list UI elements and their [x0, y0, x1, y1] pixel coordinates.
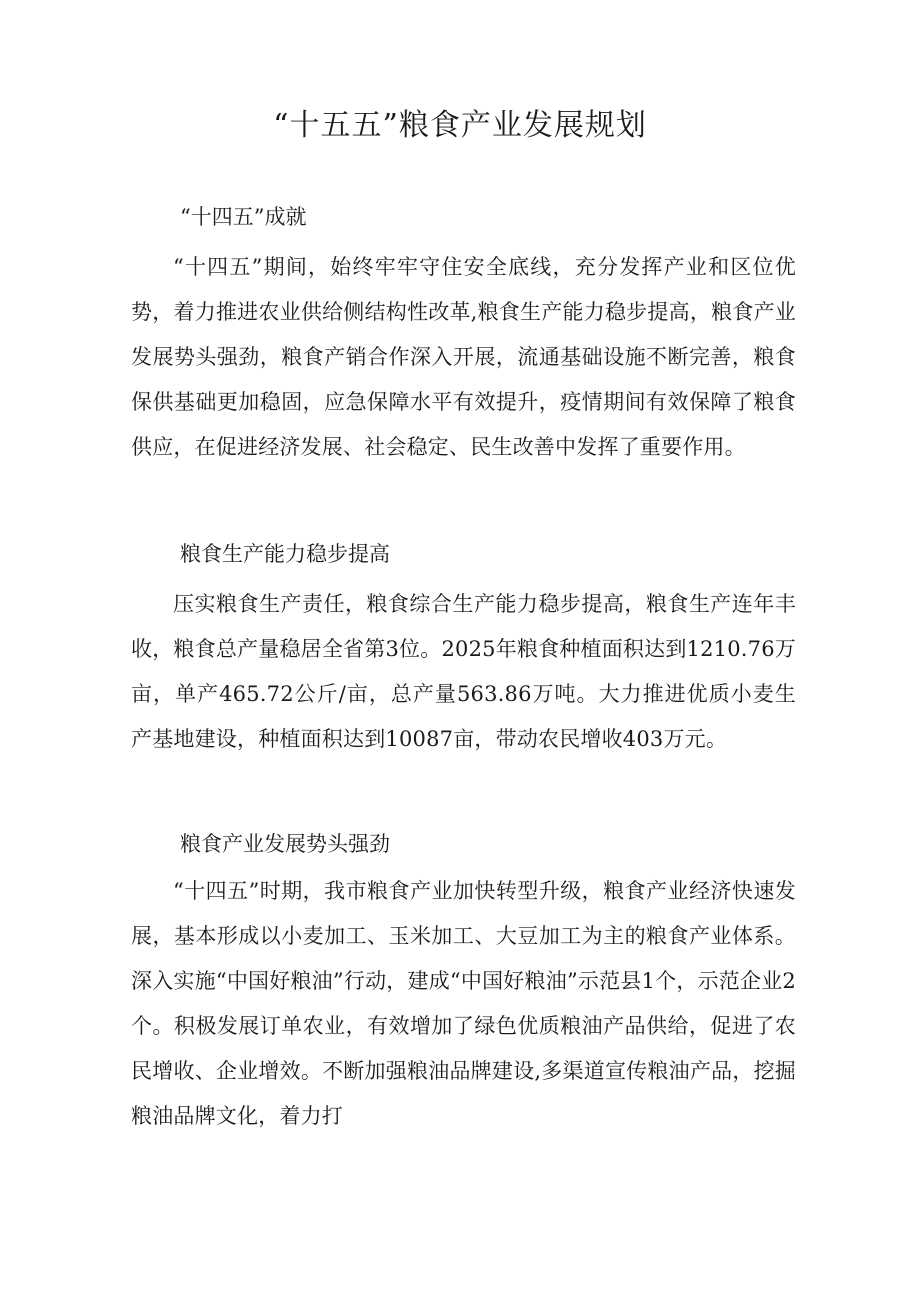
section-heading-production-capacity: 粮食生产能力稳步提高: [180, 542, 390, 566]
document-title: “十五五”粮食产业发展规划: [273, 108, 647, 143]
section-paragraph-achievements: “十四五”期间，始终牢牢守住安全底线，充分发挥产业和区位优势，着力推进农业供给侧结构性改革,粮食生产能力稳步提高，粮食产业发展势头强劲，粮食产销合作深入开展，流通基础设施不断完善，粮食保供基础更加稳固，应急保障水平有效提升，疫情期间有效保障了粮食供应，在促进经济发展、社会稳定、民生改善中发挥了重要作用。: [131, 255, 796, 459]
section-paragraph-industry-development: “十四五”时期，我市粮食产业加快转型升级，粮食产业经济快速发展，基本形成以小麦加工、玉米加工、大豆加工为主的粮食产业体系。深入实施“中国好粮油”行动，建成“中国好粮油”示范县1个，示范企业2个。积极发展订单农业，有效增加了绿色优质粮油产品供给，促进了农民增收、企业增效。不断加强粮油品牌建设,多渠道宣传粮油产品，挖掘粮油品牌文化，着力打: [131, 879, 796, 1128]
section-heading-industry-development: 粮食产业发展势头强劲: [180, 832, 390, 856]
section-paragraph-production-capacity: 压实粮食生产责任，粮食综合生产能力稳步提高，粮食生产连年丰收，粮食总产量稳居全省第3位。2025年粮食种植面积达到1210.76万亩，单产465.72公斤/亩，总产量563.86万吨。大力推进优质小麦生产基地建设，种植面积达到10087亩，带动农民增收403万元。: [131, 592, 796, 751]
section-heading-achievements: “十四五”成就: [180, 205, 307, 229]
